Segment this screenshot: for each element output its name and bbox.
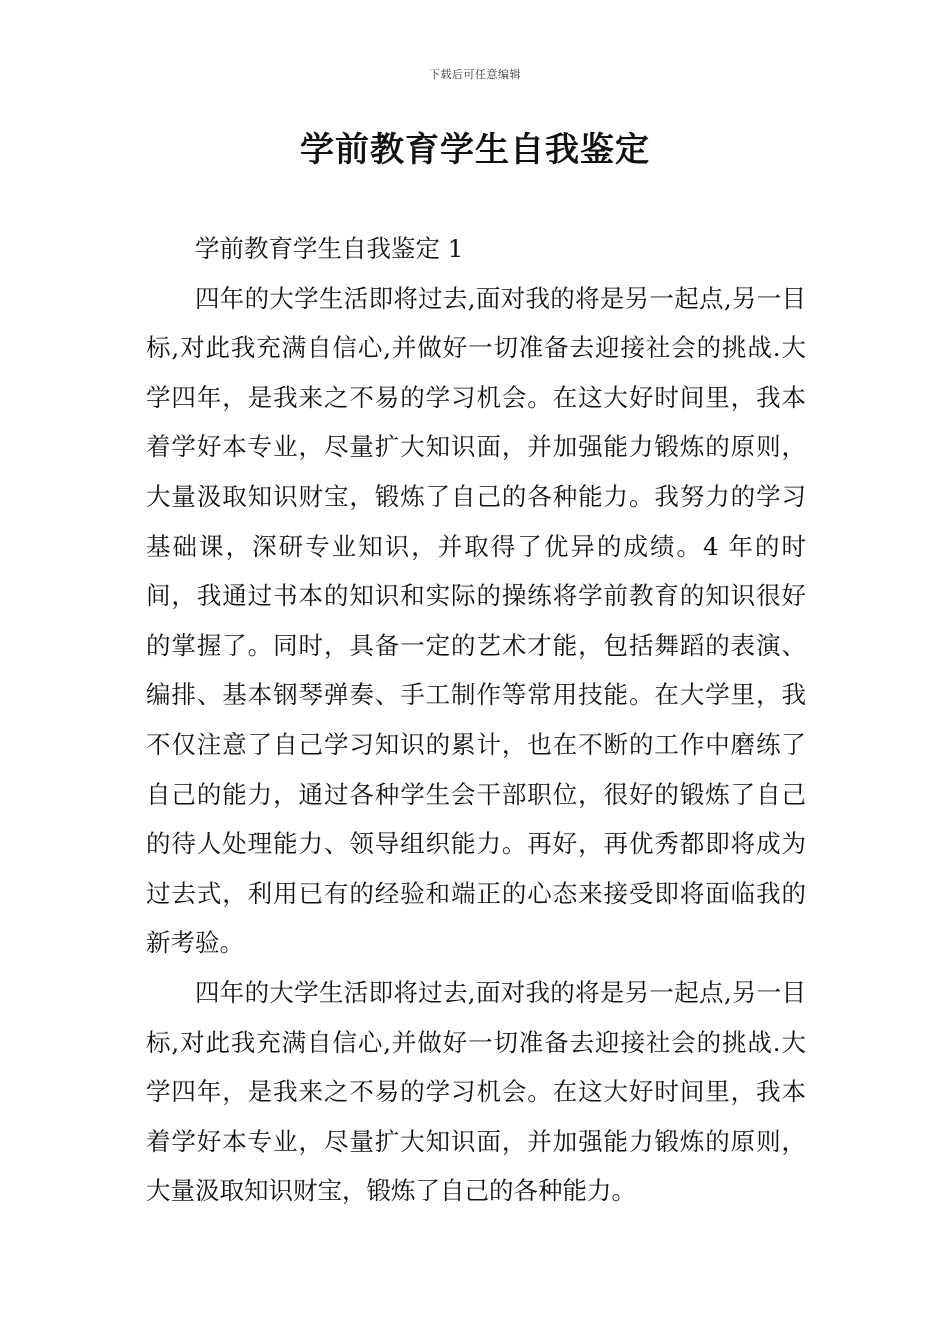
section-heading: 学前教育学生自我鉴定 1	[195, 234, 464, 263]
document-title: 学前教育学生自我鉴定	[300, 130, 650, 170]
document-body	[146, 224, 806, 1216]
paragraph: 四年的大学生活即将过去,面对我的将是另一起点,另一目标,对此我充满自信心,并做好一切准备去迎接社会的挑战.大学四年，是我来之不易的学习机会。在这大好时间里，我本着学好本专业，尽量扩大知识面，并加强能力锻炼的原则，大量汲取知识财宝，锻炼了自己的各种能力。我努力的学习基础课，深研专业知识，并取得了优异的成绩。4 年的时间，我通过书本的知识和实际的操练将学前教育的知识很好的掌握了。同时，具备一定的艺术才能，包括舞蹈的表演、编排、基本钢琴弹奏、手工制作等常用技能。在大学里，我不仅注意了自己学习知识的累计，也在不断的工作中磨练了自己的能力，通过各种学生会干部职位，很好的锻炼了自己的待人处理能力、领导组织能力。再好，再优秀都即将成为过去式，利用已有的经验和端正的心态来接受即将面临我的新考验。	[146, 283, 806, 958]
header-note: 下载后可任意编辑	[429, 68, 521, 81]
paragraph: 四年的大学生活即将过去,面对我的将是另一起点,另一目标,对此我充满自信心,并做好一切准备去迎接社会的挑战.大学四年，是我来之不易的学习机会。在这大好时间里，我本着学好本专业，尽量扩大知识面，并加强能力锻炼的原则，大量汲取知识财宝，锻炼了自己的各种能力。	[146, 977, 806, 1206]
